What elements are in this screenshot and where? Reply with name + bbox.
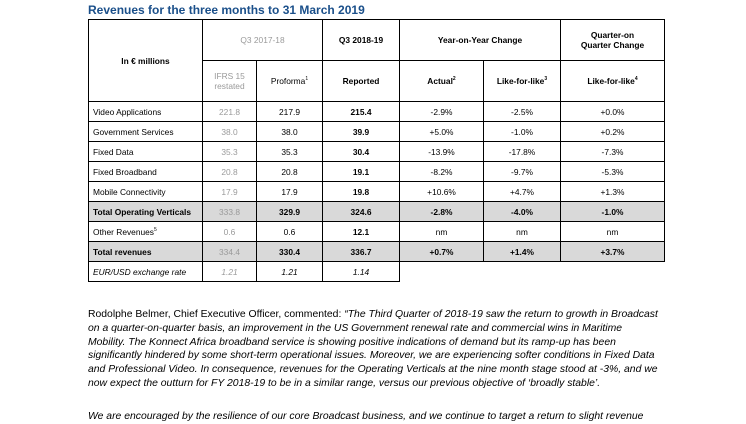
cell-reported: 324.6 — [323, 202, 400, 222]
col-group-qoq-change — [561, 20, 665, 61]
table-row-subtotal — [89, 202, 665, 222]
lfl-qoq-footnote: 4 — [634, 76, 638, 83]
other-revenues-footnote: 5 — [154, 226, 157, 233]
table-row — [89, 182, 665, 202]
col-group-yoy-change: Year-on-Year Change — [400, 20, 561, 61]
cell-ifrs: 221.8 — [203, 102, 257, 122]
cell-lfl: +1.4% — [484, 242, 561, 262]
cell-proforma: 217.9 — [257, 102, 323, 122]
row-header-label: In € millions — [89, 20, 203, 102]
cell-ifrs: 38.0 — [203, 122, 257, 142]
cell-ifrs: 0.6 — [203, 222, 257, 242]
cell-actual: +10.6% — [400, 182, 484, 202]
cell-lfl: -9.7% — [484, 162, 561, 182]
cell-lfl: -1.0% — [484, 122, 561, 142]
subheader-reported: Reported — [323, 61, 400, 102]
proforma-footnote: 1 — [305, 76, 309, 83]
cell-ifrs: 334.4 — [203, 242, 257, 262]
qoq-header-line1: Quarter-on — [590, 30, 635, 40]
col-group-q3-2018-19: Q3 2018-19 — [323, 20, 400, 61]
row-label: Fixed Broadband — [89, 162, 203, 182]
table-row-total — [89, 242, 665, 262]
lfl-qoq-label: Like-for-like — [587, 76, 635, 86]
cell-proforma: 35.3 — [257, 142, 323, 162]
table-row — [89, 162, 665, 182]
cell-reported: 19.8 — [323, 182, 400, 202]
cell-reported: 19.1 — [323, 162, 400, 182]
cell-reported: 215.4 — [323, 102, 400, 122]
col-group-q3-2017-18: Q3 2017-18 — [203, 20, 323, 61]
lfl-yoy-label: Like-for-like — [496, 76, 545, 86]
cell-ifrs: 35.3 — [203, 142, 257, 162]
subheader-like-for-like-qoq — [561, 61, 665, 102]
outlook-paragraph — [88, 410, 662, 424]
cell-actual: -13.9% — [400, 142, 484, 162]
lfl-yoy-footnote: 3 — [544, 76, 548, 83]
row-label: EUR/USD exchange rate — [89, 262, 203, 282]
ceo-commentary — [88, 308, 662, 391]
cell-qoq: nm — [561, 222, 665, 242]
table-row — [89, 142, 665, 162]
cell-qoq: +3.7% — [561, 242, 665, 262]
cell-proforma: 17.9 — [257, 182, 323, 202]
other-revenues-label: Other Revenues — [93, 226, 154, 237]
cell-ifrs: 1.21 — [203, 262, 257, 282]
cell-actual: -8.2% — [400, 162, 484, 182]
cell-proforma: 1.21 — [257, 262, 323, 282]
ifrs-line1: IFRS 15 — [214, 71, 245, 81]
qoq-header-line2: Quarter Change — [580, 40, 645, 50]
cell-ifrs: 17.9 — [203, 182, 257, 202]
table-row — [89, 222, 665, 242]
cell-actual: -2.8% — [400, 202, 484, 222]
row-label: Fixed Data — [89, 142, 203, 162]
cell-lfl: -4.0% — [484, 202, 561, 222]
row-label — [89, 222, 203, 242]
cell-proforma: 38.0 — [257, 122, 323, 142]
actual-label: Actual — [427, 76, 453, 86]
cell-qoq: +1.3% — [561, 182, 665, 202]
cell-ifrs: 333.8 — [203, 202, 257, 222]
subheader-actual — [400, 61, 484, 102]
cell-lfl: +4.7% — [484, 182, 561, 202]
cell-proforma: 20.8 — [257, 162, 323, 182]
cell-proforma: 329.9 — [257, 202, 323, 222]
cell-actual: +5.0% — [400, 122, 484, 142]
revenue-table — [88, 19, 665, 282]
cell-qoq: -5.3% — [561, 162, 665, 182]
row-label: Government Services — [89, 122, 203, 142]
cell-qoq: +0.0% — [561, 102, 665, 122]
cell-lfl: nm — [484, 222, 561, 242]
row-label: Video Applications — [89, 102, 203, 122]
table-row — [89, 122, 665, 142]
cell-reported: 39.9 — [323, 122, 400, 142]
ceo-lead: Rodolphe Belmer, Chief Executive Officer, commented: — [88, 309, 345, 320]
cell-reported: 12.1 — [323, 222, 400, 242]
subheader-proforma — [257, 61, 323, 102]
cell-qoq: -7.3% — [561, 142, 665, 162]
cell-actual: +0.7% — [400, 242, 484, 262]
cell-proforma: 330.4 — [257, 242, 323, 262]
row-label: Total Operating Verticals — [89, 202, 203, 222]
section-title: Revenues for the three months to 31 March 2019 — [88, 3, 365, 17]
ceo-quote: “The Third Quarter of 2018-19 saw the return to growth in Broadcast on a quarter-on-quarter basis, an improvement in the US Government renewal rate and commercial wins in Maritime Mobility. The Konnect Africa broadband service is showing positive indications of demand but its ramp-up has been significantly hindered by some short-term operational issues. Moreover, we are experiencing softer conditions in Fixed Data and Professional Video. In consequence, revenues for the Operating Verticals at the nine month stage stood at -3%, and we now expect the outturn for FY 2018-19 to be in a similar range, versus our previous objective of ‘broadly stable’. — [88, 309, 658, 389]
proforma-label: Proforma — [270, 76, 306, 86]
cell-reported: 336.7 — [323, 242, 400, 262]
cell-lfl: -2.5% — [484, 102, 561, 122]
row-label: Total revenues — [89, 242, 203, 262]
table-row-fx — [89, 262, 665, 282]
row-label: Mobile Connectivity — [89, 182, 203, 202]
cell-reported: 1.14 — [323, 262, 400, 282]
cell-actual: -2.9% — [400, 102, 484, 122]
table-row — [89, 102, 665, 122]
subheader-like-for-like-yoy — [484, 61, 561, 102]
ifrs-line2: restated — [214, 81, 245, 91]
outlook-text: We are encouraged by the resilience of our core Broadcast business, and we continue to target a return to slight revenue — [88, 411, 644, 422]
cell-reported: 30.4 — [323, 142, 400, 162]
cell-ifrs: 20.8 — [203, 162, 257, 182]
cell-qoq: -1.0% — [561, 202, 665, 222]
cell-proforma: 0.6 — [257, 222, 323, 242]
actual-footnote: 2 — [452, 76, 456, 83]
cell-actual: nm — [400, 222, 484, 242]
subheader-ifrs15-restated — [203, 61, 257, 102]
cell-qoq: +0.2% — [561, 122, 665, 142]
cell-lfl: -17.8% — [484, 142, 561, 162]
